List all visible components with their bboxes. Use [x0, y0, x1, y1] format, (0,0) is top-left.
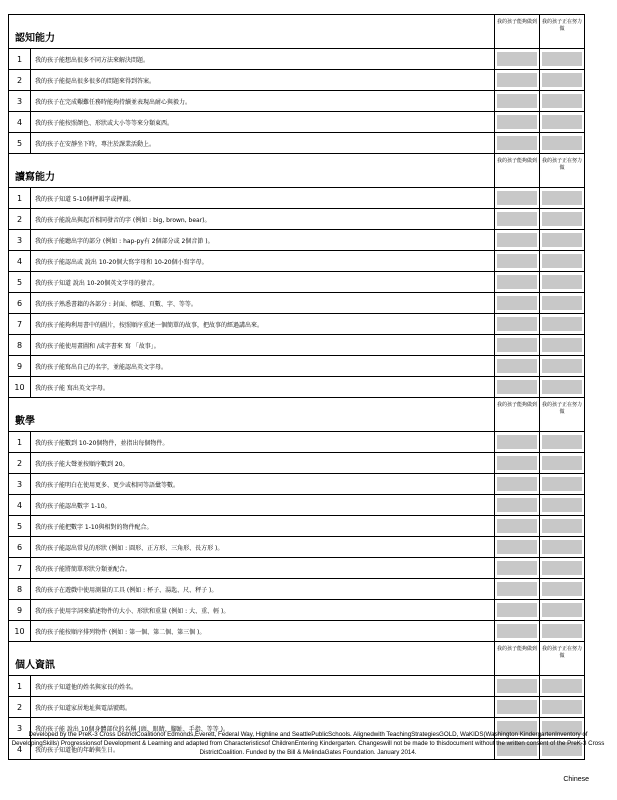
skill-row: [9, 676, 585, 697]
check-box-can[interactable]: [495, 293, 540, 314]
section-header: [9, 154, 585, 188]
skill-description: 我的孩子能 說出 10個身體部位的名稱 (頭、眼睛、腳趾、手指、等等 )。: [31, 718, 495, 739]
skill-row: [9, 621, 585, 642]
column-header-can: 我的孩子能夠做到: [495, 154, 540, 188]
check-box-learning[interactable]: [540, 600, 585, 621]
section-title: 數學: [9, 398, 495, 432]
skill-row: [9, 251, 585, 272]
check-box-learning[interactable]: [540, 335, 585, 356]
column-header-learning: 我的孩子正在努力做: [540, 15, 585, 49]
item-number: 6: [9, 537, 31, 558]
skill-description: 我的孩子能數到 10-20個物件，並指出每個物件。: [31, 432, 495, 453]
skill-row: [9, 453, 585, 474]
skill-description: 我的孩子能認出或 說出 10-20個大寫字母和 10-20個小寫字母。: [31, 251, 495, 272]
skill-description: 我的孩子能夠利用書中的圖片，按照順序重述一個簡單的故事，把故事的經過講出來。: [31, 314, 495, 335]
skill-row: [9, 537, 585, 558]
check-box-can[interactable]: [495, 474, 540, 495]
item-number: 2: [9, 209, 31, 230]
check-box-can[interactable]: [495, 314, 540, 335]
skill-description: 我的孩子能提出很多很多的問題來得到答案。: [31, 70, 495, 91]
skill-description: 我的孩子能想出很多不同方法來解決問題。: [31, 49, 495, 70]
skill-description: 我的孩子知道他的年齡與生日。: [31, 739, 495, 760]
skill-row: [9, 377, 585, 398]
check-box-learning[interactable]: [540, 537, 585, 558]
skill-description: 我的孩子能按照顏色、形狀或大小等等來分類東西。: [31, 112, 495, 133]
check-box-learning[interactable]: [540, 516, 585, 537]
item-number: 4: [9, 739, 31, 760]
item-number: 8: [9, 579, 31, 600]
skill-description: 我的孩子能把數字 1-10與相對的物件配合。: [31, 516, 495, 537]
item-number: 1: [9, 188, 31, 209]
skill-row: [9, 314, 585, 335]
skill-row: [9, 600, 585, 621]
check-box-learning[interactable]: [540, 314, 585, 335]
skill-description: 我的孩子能說出與起首相同發音的字 (例如 : big, brown, bear)。: [31, 209, 495, 230]
check-box-can[interactable]: [495, 676, 540, 697]
skill-row: [9, 579, 585, 600]
check-box-can[interactable]: [495, 230, 540, 251]
check-box-can[interactable]: [495, 335, 540, 356]
check-box-learning[interactable]: [540, 70, 585, 91]
check-box-learning[interactable]: [540, 188, 585, 209]
column-header-learning: 我的孩子正在努力做: [540, 154, 585, 188]
skill-description: 我的孩子在遊戲中使用測量的工具 (例如 : 杯子、湯匙、尺、秤子 )。: [31, 579, 495, 600]
check-box-can[interactable]: [495, 377, 540, 398]
skill-description: 我的孩子能寫出自己的名字，並能認出英文字母。: [31, 356, 495, 377]
check-box-learning[interactable]: [540, 432, 585, 453]
check-box-learning[interactable]: [540, 377, 585, 398]
check-box-can[interactable]: [495, 209, 540, 230]
skill-row: [9, 495, 585, 516]
check-box-can[interactable]: [495, 558, 540, 579]
skill-description: 我的孩子在完成艱難任務時能夠持續並表現出耐心與毅力。: [31, 91, 495, 112]
item-number: 4: [9, 251, 31, 272]
check-box-learning[interactable]: [540, 91, 585, 112]
footer-credits: Developed by the PreK-3 Cross DistrictCoalitionof Edmonds,Everett, Federal Way, Highline and SeattlePublicSchools. Alignedwith TeachingStrategiesGOLD, WaKIDS(Washington KindergartenInventory of DevelopingSkills) Progressionsof Development & Learning and adapted from Characteristicsof ChildrenEntering Kindergarten. Changeswill not be made to thisdocument without the written consent of the PreK-3 Cross DistrictCoalition. Funded by the Bill & MelindaGates Foundation. January 2014.: [11, 731, 605, 756]
item-number: 4: [9, 495, 31, 516]
skill-row: [9, 230, 585, 251]
check-box-can[interactable]: [495, 133, 540, 154]
skill-row: [9, 70, 585, 91]
column-header-learning: 我的孩子正在努力做: [540, 398, 585, 432]
check-box-can[interactable]: [495, 600, 540, 621]
check-box-learning[interactable]: [540, 495, 585, 516]
skill-description: 我的孩子知道 5-10個押韻字或押韻。: [31, 188, 495, 209]
skill-row: [9, 516, 585, 537]
item-number: 9: [9, 356, 31, 377]
skill-description: 我的孩子能認出常見的形狀 (例如 : 圓形、正方形、三角形、長方形 )。: [31, 537, 495, 558]
section-title: 讀寫能力: [9, 154, 495, 188]
item-number: 1: [9, 49, 31, 70]
item-number: 1: [9, 676, 31, 697]
check-box-learning[interactable]: [540, 49, 585, 70]
item-number: 5: [9, 272, 31, 293]
item-number: 2: [9, 697, 31, 718]
section-title: 個人資訊: [9, 642, 495, 676]
skill-row: [9, 133, 585, 154]
skill-description: 我的孩子能將簡單形狀分類並配合。: [31, 558, 495, 579]
skill-description: 我的孩子能按順序排列物件 (例如 : 第一個、第二個、第三個 )。: [31, 621, 495, 642]
item-number: 3: [9, 230, 31, 251]
skill-row: [9, 474, 585, 495]
section-title: 認知能力: [9, 15, 495, 49]
check-box-learning[interactable]: [540, 272, 585, 293]
skill-description: 我的孩子能聽出字的部分 (例如 : hap-py有 2個部分或 2個音節 )。: [31, 230, 495, 251]
check-box-learning[interactable]: [540, 621, 585, 642]
skill-description: 我的孩子能 寫出英文字母。: [31, 377, 495, 398]
column-header-can: 我的孩子能夠做到: [495, 398, 540, 432]
skill-row: [9, 209, 585, 230]
item-number: 3: [9, 91, 31, 112]
skill-description: 我的孩子在安靜坐下時，專注於課業活動上。: [31, 133, 495, 154]
check-box-can[interactable]: [495, 112, 540, 133]
section-header: [9, 398, 585, 432]
check-box-learning[interactable]: [540, 697, 585, 718]
item-number: 8: [9, 335, 31, 356]
item-number: 10: [9, 621, 31, 642]
check-box-can[interactable]: [495, 91, 540, 112]
item-number: 3: [9, 474, 31, 495]
column-header-learning: 我的孩子正在努力做: [540, 642, 585, 676]
check-box-learning[interactable]: [540, 558, 585, 579]
check-box-can[interactable]: [495, 516, 540, 537]
item-number: 1: [9, 432, 31, 453]
check-box-learning[interactable]: [540, 356, 585, 377]
check-box-can[interactable]: [495, 272, 540, 293]
check-box-learning[interactable]: [540, 293, 585, 314]
skill-description: 我的孩子能明白在使用更多、更少或相同等語彙等數。: [31, 474, 495, 495]
skill-row: [9, 112, 585, 133]
item-number: 2: [9, 70, 31, 91]
skills-table: [8, 14, 585, 760]
item-number: 7: [9, 558, 31, 579]
item-number: 3: [9, 718, 31, 739]
check-box-can[interactable]: [495, 432, 540, 453]
skill-row: [9, 335, 585, 356]
skill-description: 我的孩子知道家居地址與電話號碼。: [31, 697, 495, 718]
skill-row: [9, 49, 585, 70]
check-box-can[interactable]: [495, 537, 540, 558]
skill-description: 我的孩子能認出數字 1-10。: [31, 495, 495, 516]
column-header-can: 我的孩子能夠做到: [495, 642, 540, 676]
check-box-learning[interactable]: [540, 676, 585, 697]
check-box-can[interactable]: [495, 453, 540, 474]
check-box-can[interactable]: [495, 495, 540, 516]
check-box-can[interactable]: [495, 49, 540, 70]
skill-row: [9, 272, 585, 293]
skill-row: [9, 188, 585, 209]
skill-description: 我的孩子熟悉書籍的各部分 : 封面、標題、頁數、字、等等。: [31, 293, 495, 314]
language-label: Chinese: [563, 776, 589, 783]
section-header: [9, 15, 585, 49]
item-number: 7: [9, 314, 31, 335]
check-box-learning[interactable]: [540, 209, 585, 230]
check-box-can[interactable]: [495, 579, 540, 600]
check-box-learning[interactable]: [540, 112, 585, 133]
skill-row: [9, 356, 585, 377]
check-box-can[interactable]: [495, 356, 540, 377]
check-box-learning[interactable]: [540, 474, 585, 495]
item-number: 6: [9, 293, 31, 314]
check-box-can[interactable]: [495, 70, 540, 91]
skill-description: 我的孩子使用字詞來描述物件的大小、形狀和重量 (例如 : 大、重、輕 )。: [31, 600, 495, 621]
check-box-can[interactable]: [495, 188, 540, 209]
skill-row: [9, 91, 585, 112]
checklist-sheet: [8, 14, 584, 760]
column-header-can: 我的孩子能夠做到: [495, 15, 540, 49]
check-box-can[interactable]: [495, 621, 540, 642]
item-number: 5: [9, 133, 31, 154]
check-box-learning[interactable]: [540, 133, 585, 154]
item-number: 2: [9, 453, 31, 474]
check-box-learning[interactable]: [540, 579, 585, 600]
skill-description: 我的孩子知道他的姓名與家長的姓名。: [31, 676, 495, 697]
check-box-can[interactable]: [495, 697, 540, 718]
skill-row: [9, 558, 585, 579]
skill-description: 我的孩子能大聲並按順序數到 20。: [31, 453, 495, 474]
item-number: 5: [9, 516, 31, 537]
skill-row: [9, 432, 585, 453]
item-number: 9: [9, 600, 31, 621]
section-header: [9, 642, 585, 676]
check-box-learning[interactable]: [540, 251, 585, 272]
item-number: 10: [9, 377, 31, 398]
check-box-learning[interactable]: [540, 453, 585, 474]
check-box-learning[interactable]: [540, 230, 585, 251]
skill-row: [9, 293, 585, 314]
skill-description: 我的孩子能使用畫圖和 /或字書來 寫 「故事」。: [31, 335, 495, 356]
skill-description: 我的孩子知道 說出 10-20個英文字母的發音。: [31, 272, 495, 293]
check-box-can[interactable]: [495, 251, 540, 272]
item-number: 4: [9, 112, 31, 133]
skill-row: [9, 697, 585, 718]
